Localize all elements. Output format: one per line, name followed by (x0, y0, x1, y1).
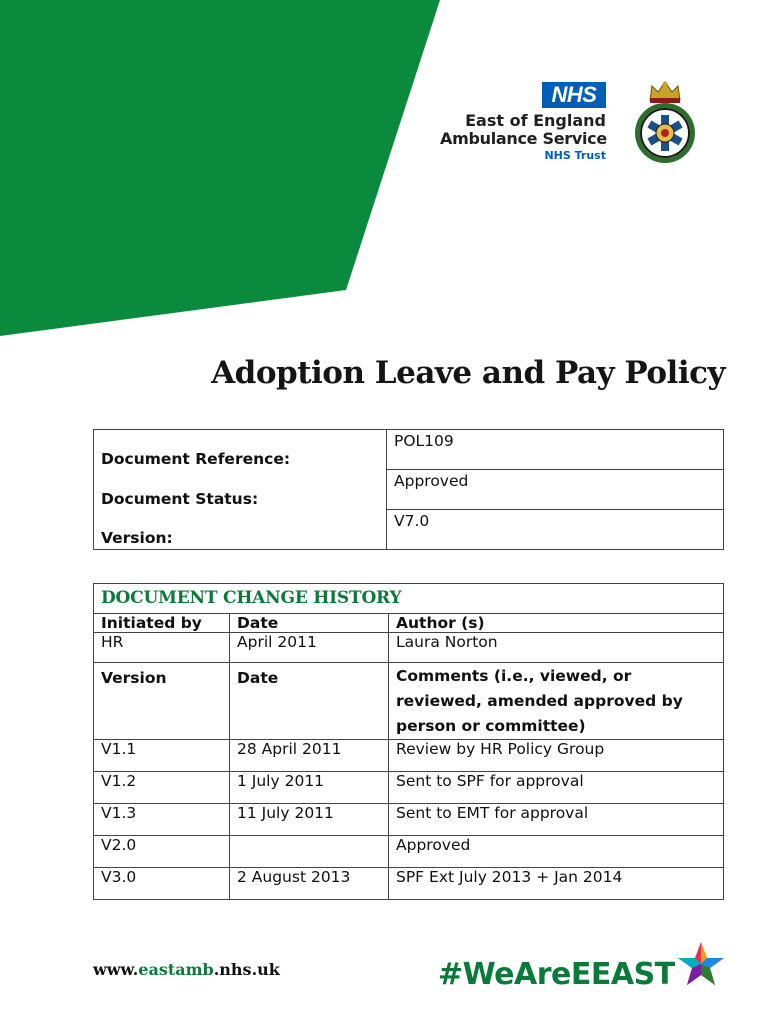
comment-cell: SPF Ext July 2013 + Jan 2014 (389, 868, 724, 900)
page-title: Adoption Leave and Pay Policy (211, 355, 725, 391)
comment-cell: Sent to SPF for approval (389, 772, 724, 804)
org-name-line1: East of England (465, 111, 606, 130)
table-row (94, 836, 724, 868)
change-history-title: DOCUMENT CHANGE HISTORY (94, 584, 724, 614)
url-suffix: .nhs.uk (213, 960, 280, 979)
table-row (94, 868, 724, 900)
version-header: Version (94, 663, 230, 740)
initiated-row (94, 633, 724, 663)
comment-cell: Sent to EMT for approval (389, 804, 724, 836)
version-cell: V2.0 (94, 836, 230, 868)
date-cell: 1 July 2011 (230, 772, 389, 804)
version-cell: V1.1 (94, 740, 230, 772)
version-row (94, 510, 724, 550)
initiated-date-header: Date (230, 614, 389, 633)
date-cell: 28 April 2011 (230, 740, 389, 772)
version-cell: V1.2 (94, 772, 230, 804)
org-name-line2: Ambulance Service (440, 129, 607, 148)
website-link[interactable] (93, 960, 280, 979)
date-cell: 2 August 2013 (230, 868, 389, 900)
document-reference-value: POL109 (387, 430, 724, 470)
table-row (94, 740, 724, 772)
green-header-band (0, 0, 440, 340)
document-status-label: Document Status: (94, 470, 387, 510)
author-header: Author (s) (389, 614, 724, 633)
ambulance-service-crest-icon (628, 78, 702, 166)
change-history-table (93, 583, 724, 900)
hashtag-logo: #WeAreEEAST (438, 957, 675, 992)
version-value: V7.0 (387, 510, 724, 550)
document-status-value: Approved (387, 470, 724, 510)
version-header-row (94, 663, 724, 740)
comment-cell: Approved (389, 836, 724, 868)
initiated-by-cell: HR (94, 633, 230, 663)
comments-header: Comments (i.e., viewed, or reviewed, amended approved by person or committee) (389, 663, 724, 740)
date-cell: 11 July 2011 (230, 804, 389, 836)
org-name-line3: NHS Trust (544, 149, 606, 162)
document-reference-label: Document Reference: (94, 430, 387, 470)
table-row (94, 804, 724, 836)
comment-cell: Review by HR Policy Group (389, 740, 724, 772)
url-domain: eastamb (138, 960, 214, 979)
version-label: Version: (94, 510, 387, 550)
multicolor-star-icon (676, 940, 726, 988)
url-prefix: www. (93, 960, 139, 979)
initiated-date-cell: April 2011 (230, 633, 389, 663)
version-date-header: Date (230, 663, 389, 740)
document-reference-row (94, 430, 724, 470)
author-cell: Laura Norton (389, 633, 724, 663)
initiated-by-header: Initiated by (94, 614, 230, 633)
version-cell: V1.3 (94, 804, 230, 836)
nhs-logo: NHS (542, 82, 606, 108)
document-status-row (94, 470, 724, 510)
document-info-table (93, 429, 724, 550)
version-cell: V3.0 (94, 868, 230, 900)
initiated-header-row (94, 614, 724, 633)
date-cell (230, 836, 389, 868)
table-row (94, 772, 724, 804)
